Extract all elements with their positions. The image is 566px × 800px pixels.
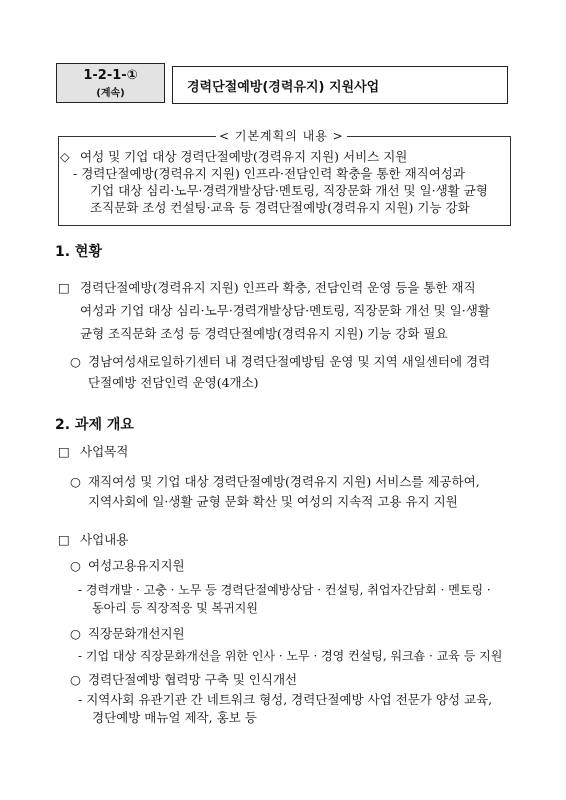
content-item-line: - 기업 대상 직장문화개선을 위한 인사 · 노무 · 경영 컨설팅, 워크숍 · 교육 등 지원 <box>78 649 503 663</box>
purpose-label: 사업목적 <box>80 444 129 459</box>
purpose-line: 재직여성 및 기업 대상 경력단절예방(경력유지 지원) 서비스를 제공하여, <box>88 474 480 489</box>
purpose-sub-bullet: ○ <box>70 474 81 489</box>
content-item-bullet: ○ <box>70 558 81 573</box>
basic-plan-label: < 기본계획의 내용 > <box>216 127 347 144</box>
section1-line: 여성과 기업 대상 심리·노무·경력개발상담·멘토링, 직장문화 개선 및 일·생활 <box>80 303 490 318</box>
content-item-bullet: ○ <box>70 626 81 641</box>
section1-line: 균형 조직문화 조성 등 경력단절예방(경력유지 지원) 기능 강화 필요 <box>80 326 448 341</box>
content-item-bullet: ○ <box>70 672 81 687</box>
purpose-bullet: □ <box>58 444 70 459</box>
section2-title: 2. 과제 개요 <box>55 417 134 433</box>
content-item-title: 직장문화개선지원 <box>88 626 185 641</box>
section1-title: 1. 현황 <box>55 244 102 260</box>
content-item-title: 경력단절예방 협력망 구축 및 인식개선 <box>88 672 298 687</box>
content-item-title: 여성고용유지지원 <box>88 558 185 573</box>
content-bullet: □ <box>58 532 70 547</box>
section-number: 1-2-1-① <box>83 68 138 83</box>
content-item-line: - 경력개발 · 고충 · 노무 등 경력단절예방상담 · 컨설팅, 취업자간담회 · 멘토링 · <box>78 583 491 597</box>
page-title: 경력단절예방(경력유지) 지원사업 <box>172 66 508 104</box>
content-item-line: 경단예방 매뉴얼 제작, 홍보 등 <box>92 710 257 725</box>
plan-sub-line: - 경력단절예방(경력유지 지원) 인프라·전담인력 확충을 통한 재직여성과 <box>73 166 465 181</box>
purpose-line: 지역사회에 일·생활 균형 문화 확산 및 여성의 지속적 고용 유지 지원 <box>88 494 458 509</box>
content-item-line: 동아리 등 직장적응 및 복귀지원 <box>92 601 258 615</box>
section1-sub-line: 단절예방 전담인력 운영(4개소) <box>88 375 259 390</box>
plan-sub-line: 조직문화 조성 컨설팅·교육 등 경력단절예방(경력유지 지원) 기능 강화 <box>90 200 470 215</box>
section-number-box <box>56 63 165 103</box>
content-item-line: - 지역사회 유관기관 간 네트워크 형성, 경력단절예방 사업 전문가 양성 교육, <box>78 692 493 707</box>
content-label: 사업내용 <box>80 532 129 547</box>
section1-sub-line: 경남여성새로일하기센터 내 경력단절예방팀 운영 및 지역 새일센터에 경력 <box>88 354 491 369</box>
section1-line: 경력단절예방(경력유지 지원) 인프라 확충, 전담인력 운영 등을 통한 재직 <box>80 280 476 295</box>
plan-sub-line: 기업 대상 심리·노무·경력개발상담·멘토링, 직장문화 개선 및 일·생활 균형 <box>90 183 488 198</box>
plan-main: 여성 및 기업 대상 경력단절예방(경력유지 지원) 서비스 지원 <box>80 149 408 164</box>
plan-bullet: ◇ <box>60 149 70 164</box>
section1-bullet: □ <box>58 280 70 295</box>
section-continued: (계속) <box>96 88 125 99</box>
section1-sub-bullet: ○ <box>70 354 81 369</box>
